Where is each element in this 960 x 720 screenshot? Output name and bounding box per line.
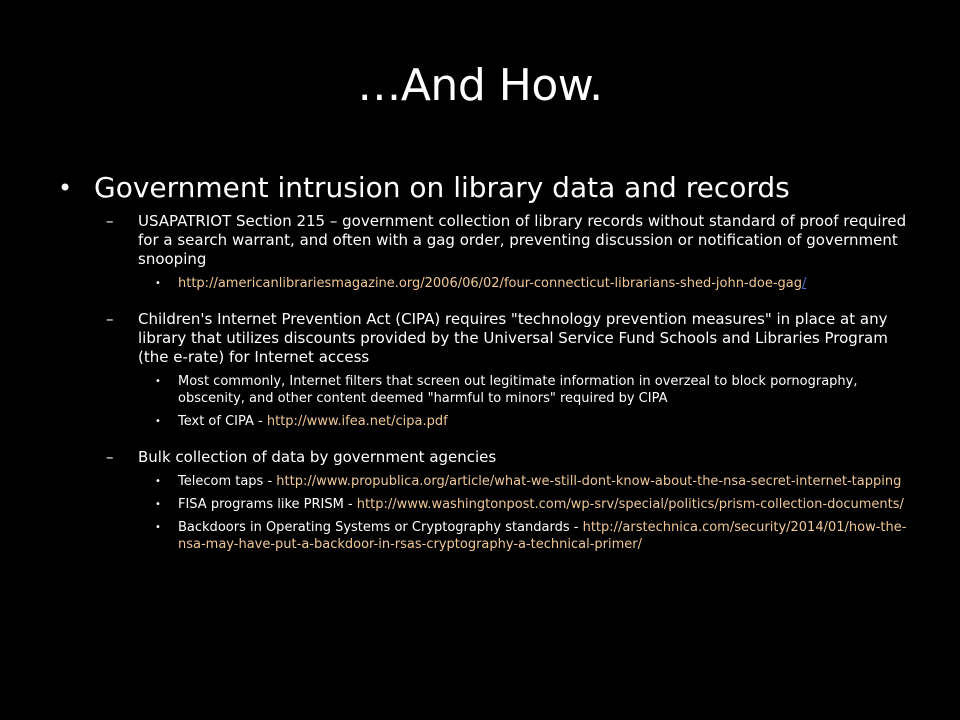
fisa-label: FISA programs like PRISM - (178, 497, 357, 512)
cipa-link[interactable]: http://www.ifea.net/cipa.pdf (266, 414, 448, 429)
bulk-item (106, 448, 918, 467)
fisa-link[interactable]: http://www.washingtonpost.com/wp-srv/special/politics/prism-collection-documents/ (356, 497, 904, 512)
bullet-marker: • (155, 476, 161, 487)
patriot-link-item (155, 275, 918, 292)
dash-marker: – (106, 212, 114, 230)
bulk-text: Bulk collection of data by government agencies (138, 448, 497, 466)
cipa-text-item (155, 413, 918, 430)
main-bullet-text: Government intrusion on library data and records (94, 171, 790, 204)
main-bullet (58, 170, 918, 206)
dash-marker: – (106, 448, 114, 466)
slide-content (58, 170, 918, 553)
bullet-marker: • (155, 376, 161, 387)
patriot-link-tail[interactable]: / (802, 276, 807, 291)
patriot-text: USAPATRIOT Section 215 – government collection of library records without standard of proof required for a search warrant, and often with a gag order, preventing discussion or notification of government snooping (138, 212, 907, 268)
backdoor-link[interactable]: http://arstechnica.com/security/2014/01/how-the-nsa-may-have-put-a-backdoor-in-rsas-cryptography-a-technical-primer/ (178, 520, 907, 552)
bullet-marker: • (155, 416, 161, 427)
backdoor-item (155, 519, 918, 553)
cipa-filters-text: Most commonly, Internet filters that screen out legitimate information in overzeal to block pornography, obscenity, and other content deemed "harmful to minors" required by CIPA (178, 374, 858, 406)
backdoor-label: Backdoors in Operating Systems or Cryptography standards - (178, 520, 583, 535)
cipa-text-label: Text of CIPA - (178, 414, 267, 429)
bullet-marker: • (155, 499, 161, 510)
telecom-label: Telecom taps - (178, 474, 277, 489)
bullet-marker: • (58, 174, 73, 202)
bullet-marker: • (155, 278, 161, 289)
fisa-item (155, 496, 918, 513)
cipa-item (106, 310, 918, 367)
cipa-text: Children's Internet Prevention Act (CIPA) requires "technology prevention measures" in place at any library that utilizes discounts provided by the Universal Service Fund Schools and Libraries Program (the e-rate) for Internet access (138, 310, 888, 366)
bullet-marker: • (155, 522, 161, 533)
cipa-filters-item (155, 373, 918, 407)
slide-title: …And How. (357, 60, 603, 111)
patriot-link[interactable]: http://americanlibrariesmagazine.org/2006/06/02/four-connecticut-librarians-shed-john-doe-gag (178, 276, 802, 291)
telecom-link[interactable]: http://www.propublica.org/article/what-we-still-dont-know-about-the-nsa-secret-internet-tapping (276, 474, 902, 489)
dash-marker: – (106, 310, 114, 328)
patriot-item (106, 212, 918, 269)
telecom-item (155, 473, 918, 490)
